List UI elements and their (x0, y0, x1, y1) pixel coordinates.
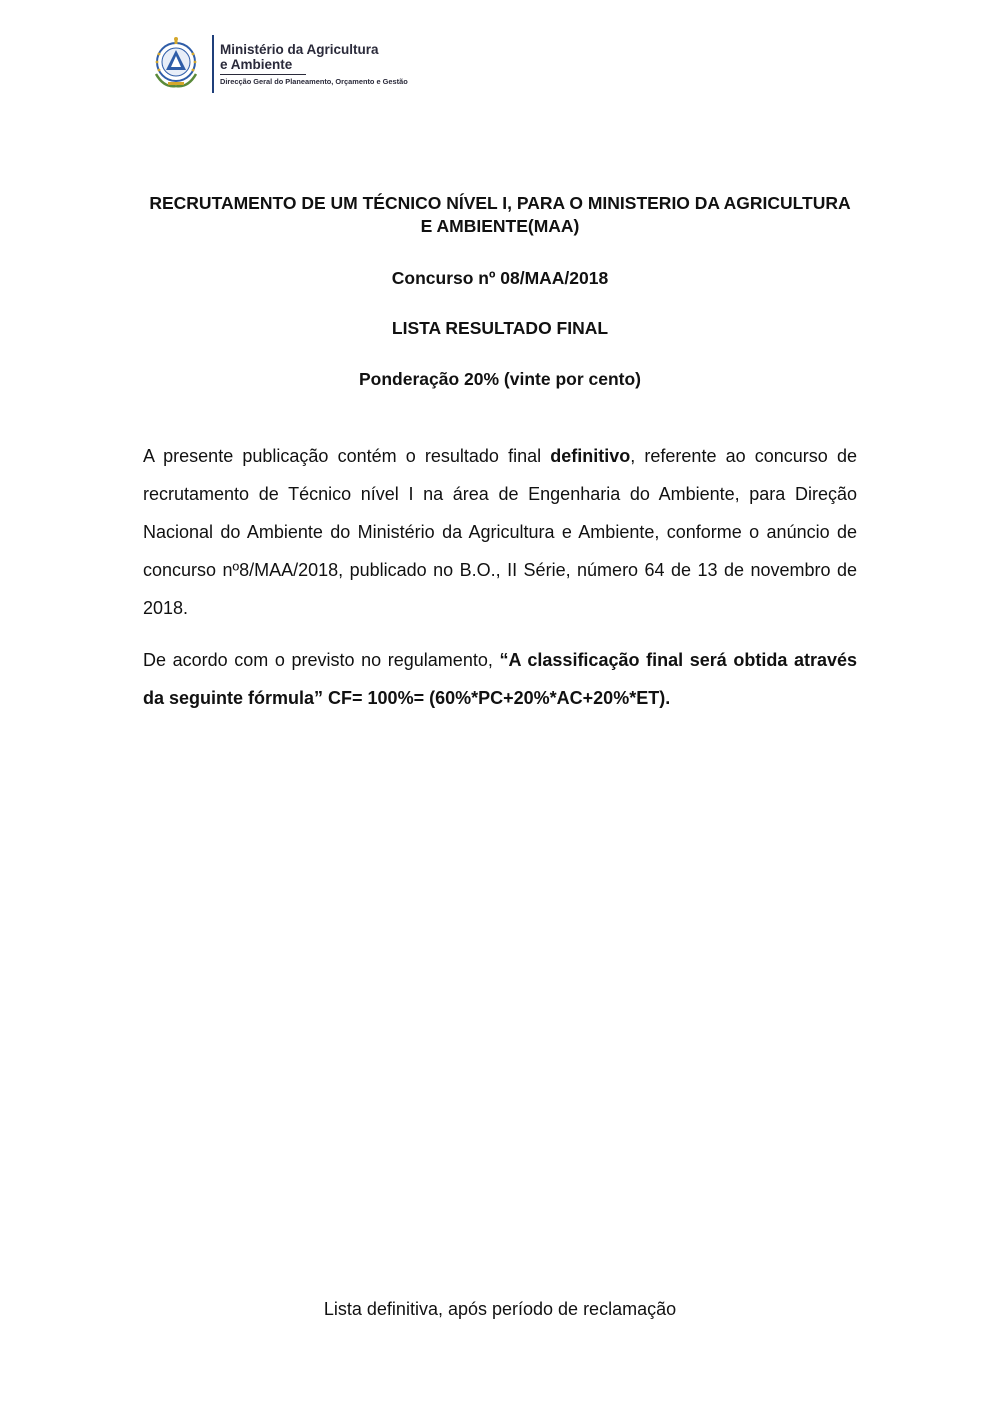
organization-name (220, 42, 408, 86)
title-line-2: E AMBIENTE(MAA) (420, 216, 580, 236)
p2-text-start: De acordo com o previsto no regulamento, (143, 650, 500, 670)
national-coat-of-arms-icon (146, 34, 206, 94)
org-department: Direcção Geral do Planeamento, Orçamento e Gestão (220, 77, 408, 86)
org-name-line2: e Ambiente (220, 57, 293, 72)
p1-text-start: A presente publicação contém o resultado final (143, 446, 551, 466)
footer-note: Lista definitiva, após período de reclamação (323, 1299, 677, 1319)
document-title (140, 192, 860, 238)
letterhead (146, 34, 408, 94)
org-name-line1: Ministério da Agricultura (220, 42, 379, 57)
p1-text-end: , referente ao concurso de recrutamento de Técnico nível I na área de Engenharia do Ambiente, para Direção Nacional do Ambiente do Ministério da Agricultura e Ambiente, conforme o anúncio de concurso nº8/MAA/2018, publicado no B.O., II Série, número 64 de 13 de novembro de 2018. (143, 446, 857, 618)
p1-bold-word: definitivo (550, 446, 631, 466)
title-line-1: RECRUTAMENTO DE UM TÉCNICO NÍVEL I, PARA O MINISTERIO DA AGRICULTURA (149, 193, 851, 213)
paragraph-formula (143, 641, 857, 717)
letterhead-divider (212, 35, 214, 93)
paragraph-publication (143, 437, 857, 627)
contest-number: Concurso nº 08/MAA/2018 (391, 268, 609, 288)
list-title: LISTA RESULTADO FINAL (391, 318, 609, 338)
weighting: Ponderação 20% (vinte por cento) (358, 369, 641, 389)
org-underline (220, 74, 306, 75)
p2-formula: “A classificação final será obtida através da seguinte fórmula” CF= 100%= (60%*PC+20%*AC+20%*ET). (143, 650, 857, 708)
